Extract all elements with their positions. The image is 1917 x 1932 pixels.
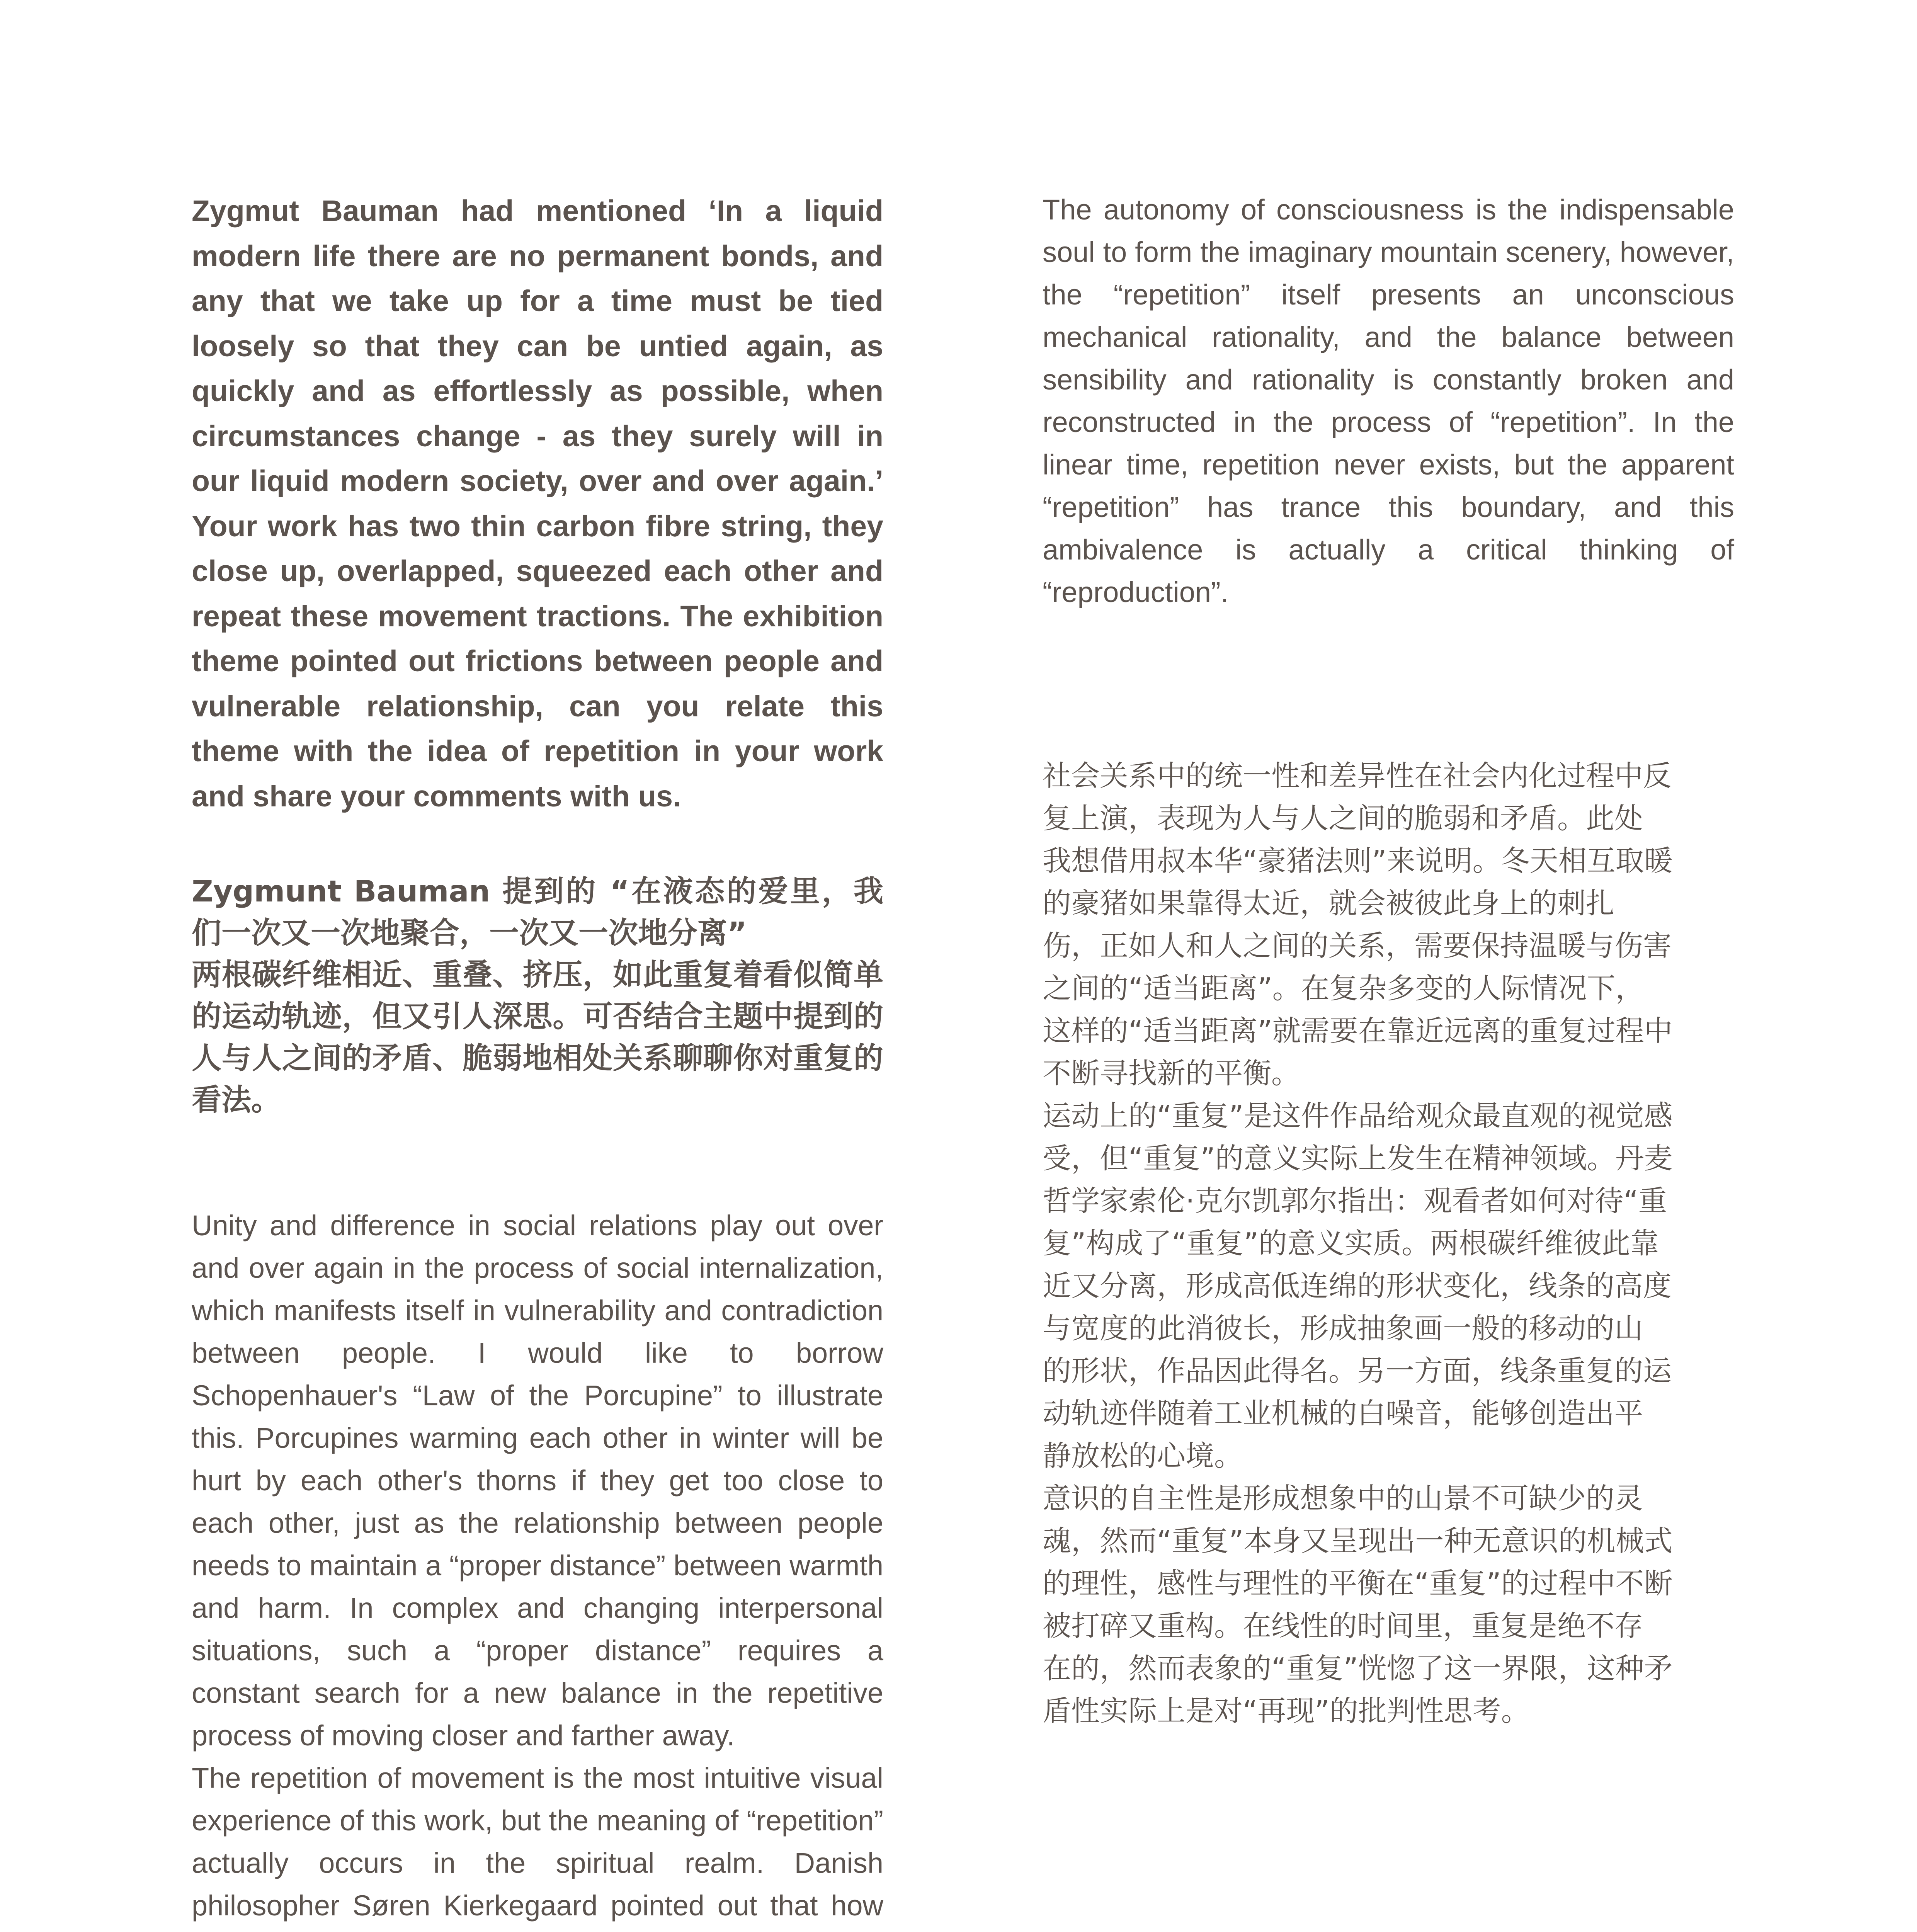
answer-chinese-line: 哲学家索伦·克尔凯郭尔指出：观看者如何对待“重 (1043, 1184, 1667, 1218)
answer-chinese-line: 盾性实际上是对“再现”的批判性思考。 (1043, 1694, 1530, 1728)
answer-chinese-line: 之间的“适当距离”。在复杂多变的人际情况下， (1043, 972, 1644, 1005)
answer-chinese-line: 社会关系中的统一性和差异性在社会内化过程中反 (1043, 759, 1672, 793)
question-english: Zygmut Bauman had mentioned ‘In a liquid modern life there are no permanent bonds, and any that we take up for a time must be tied loosely so that they can be untied again, as quickly and as effortlessly as possible, when circumstances change - as they surely will in our liquid modern society, over and over again.’ Your work has two thin carbon fibre string, they close up, overlapped, squeezed each other and repeat these movement tractions. The exhibition theme pointed out frictions between people and vulnerable relationship, can you relate this theme with the idea of repetition in your work and share your comments with us. (192, 194, 883, 813)
right-column (1043, 189, 1734, 1732)
question-chinese (192, 871, 883, 1121)
answer-chinese-line: 受，但“重复”的意义实际上发生在精神领域。丹麦 (1043, 1142, 1673, 1175)
answer-chinese-line: 动轨迹伴随着工业机械的白噪音，能够创造出平 (1043, 1397, 1643, 1430)
question-chinese-body: 两根碳纤维相近、重叠、挤压，如此重复着看似简单的运动轨迹，但又引人深思。可否结合主题中提到的人与人之间的矛盾、脆弱地相处关系聊聊你对重复的看法。 (192, 958, 883, 1117)
answer-english (192, 1204, 883, 1932)
answer-chinese-line: 我想借用叔本华“豪猪法则”来说明。冬天相互取暖 (1043, 844, 1673, 878)
answer-chinese-line: 意识的自主性是形成想象中的山景不可缺少的灵 (1043, 1482, 1643, 1515)
answer-chinese-line: 的豪猪如果靠得太近，就会被彼此身上的刺扎 (1043, 887, 1614, 920)
answer-chinese-line: 近又分离，形成高低连绵的形状变化，线条的高度 (1043, 1269, 1672, 1303)
answer-chinese-line: 复”构成了“重复”的意义实质。两根碳纤维彼此靠 (1043, 1227, 1659, 1260)
answer-chinese-line: 不断寻找新的平衡。 (1043, 1057, 1300, 1090)
answer-chinese-line: 的理性，感性与理性的平衡在“重复”的过程中不断 (1043, 1567, 1673, 1600)
answer-paragraph-1: Unity and difference in social relations play out over and over again in the process of social internalization, which manifests itself in vulnerability and contradiction between people. I would like to borrow Schopenhauer's “Law of the Porcupine” to illustrate this. Porcupines warming each other in winter will be hurt by each other's thorns if they get too close to each other, just as the relationship between people needs to maintain a “proper distance” between warmth and harm. In complex and changing interpersonal situations, such a “proper distance” requires a constant search for a new balance in the repetitive process of moving closer and farther away. (192, 1209, 883, 1752)
question-chinese-quote: Zygmunt Bauman 提到的 “在液态的爱里，我们一次又一次地聚合，一次又一次地分离” (192, 874, 883, 951)
answer-chinese-line: 复上演，表现为人与人之间的脆弱和矛盾。此处 (1043, 802, 1643, 835)
answer-chinese-line: 在的，然而表象的“重复”恍惚了这一界限，这种矛 (1043, 1652, 1673, 1685)
answer-paragraph-4: The autonomy of consciousness is the indispensable soul to form the imaginary mountain scenery, however, the “repetition” itself presents an unconscious mechanical rationality, and the balance between sensibility and rationality is constantly broken and reconstructed in the process of “repetition”. In the linear time, repetition never exists, but the apparent “repetition” has trance this boundary, and this ambivalence is actually a critical thinking of “reproduction”. (1043, 194, 1734, 608)
answer-chinese-line: 这样的“适当距离”就需要在靠近远离的重复过程中 (1043, 1014, 1673, 1048)
answer-chinese-line: 与宽度的此消彼长，形成抽象画一般的移动的山 (1043, 1312, 1643, 1345)
answer-chinese-line: 运动上的“重复”是这件作品给观众最直观的视觉感 (1043, 1099, 1673, 1133)
answer-paragraph-2: The repetition of movement is the most intuitive visual experience of this work, but the meaning of “repetition” actually occurs in the spiritual realm. Danish philosopher Søren Kierkegaard pointed out that how (192, 1762, 883, 1922)
answer-chinese-line: 的形状，作品因此得名。另一方面，线条重复的运 (1043, 1354, 1672, 1388)
answer-chinese (1043, 755, 1734, 1732)
answer-chinese-line: 魂，然而“重复”本身又呈现出一种无意识的机械式 (1043, 1524, 1673, 1558)
answer-chinese-line: 被打碎又重构。在线性的时间里，重复是绝不存 (1043, 1609, 1643, 1643)
left-column (192, 189, 883, 1932)
answer-chinese-line: 伤，正如人和人之间的关系，需要保持温暖与伤害 (1043, 929, 1672, 963)
answer-chinese-line: 静放松的心境。 (1043, 1439, 1243, 1473)
